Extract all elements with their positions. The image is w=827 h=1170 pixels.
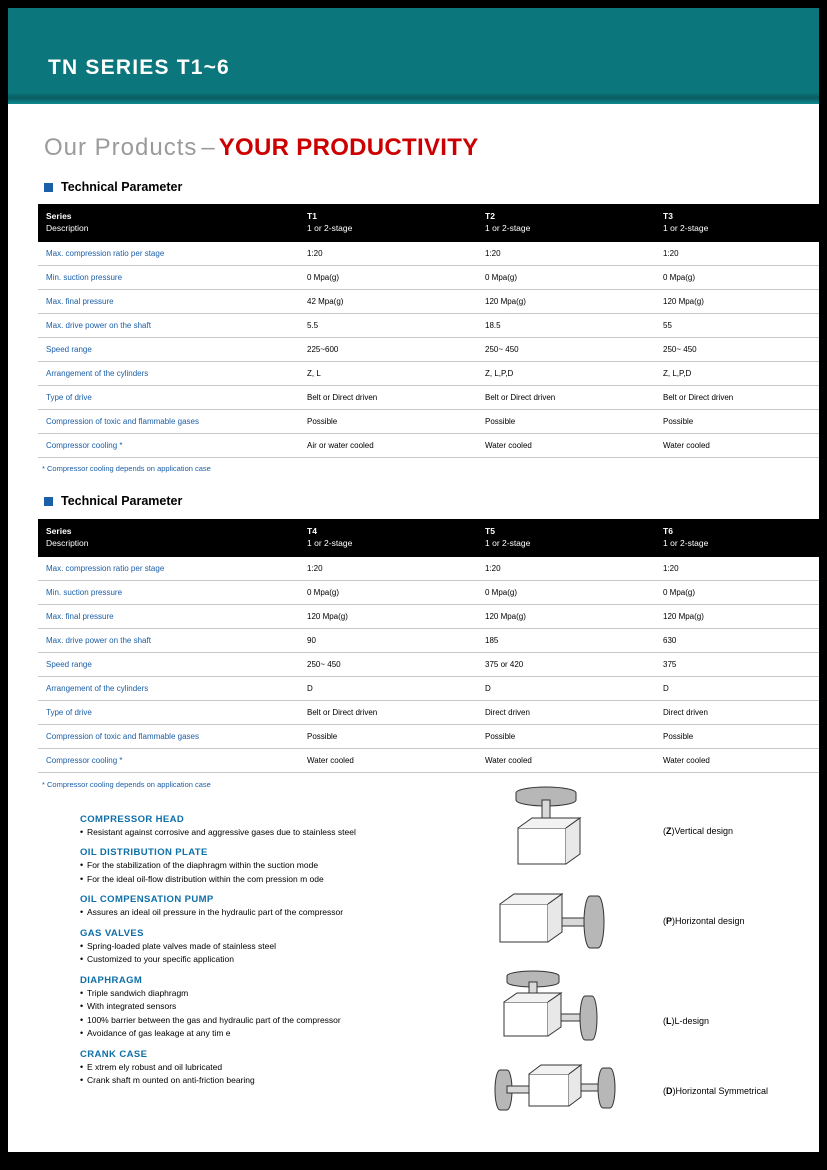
row-param: Type of drive — [38, 385, 299, 409]
row-value: D — [477, 676, 655, 700]
feature-item: • E xtrem ely robust and oil lubricated — [80, 1062, 460, 1073]
section-heading-2-label: Technical Parameter — [61, 494, 183, 508]
table-row — [38, 604, 819, 628]
header-t3-sub: 1 or 2-stage — [663, 223, 709, 234]
row-value: Possible — [655, 724, 819, 748]
table-row — [38, 409, 819, 433]
row-param: Type of drive — [38, 700, 299, 724]
table-row — [38, 652, 819, 676]
table-row — [38, 676, 819, 700]
table-row — [38, 385, 819, 409]
row-value: 250~ 450 — [655, 337, 819, 361]
table-header-t6 — [655, 519, 819, 557]
row-value: 375 or 420 — [477, 652, 655, 676]
row-value: 90 — [299, 628, 477, 652]
feature-list — [80, 814, 460, 1087]
l-design-drawing — [478, 968, 653, 1068]
table-header-series — [38, 519, 299, 557]
row-param: Compression of toxic and flammable gases — [38, 724, 299, 748]
bullet-square-icon — [44, 183, 53, 192]
row-value: Water cooled — [655, 748, 819, 772]
page-title: TN SERIES T1~6 — [48, 56, 230, 79]
row-value: 120 Mpa(g) — [477, 289, 655, 313]
row-value: 120 Mpa(g) — [655, 289, 819, 313]
section-heading-1-label: Technical Parameter — [61, 180, 183, 194]
feature-item: • Assures an ideal oil pressure in the hydraulic part of the compressor — [80, 907, 460, 918]
footnote-2: * Compressor cooling depends on application case — [42, 780, 211, 789]
row-param: Max. compression ratio per stage — [38, 557, 299, 581]
header-t6-sub: 1 or 2-stage — [663, 538, 709, 549]
row-value: Possible — [477, 724, 655, 748]
table-header-t5 — [477, 519, 655, 557]
table-row — [38, 265, 819, 289]
diagram-code-p: P — [666, 916, 673, 926]
horizontal-design-drawing — [478, 876, 653, 968]
feature-item: • Avoidance of gas leakage at any tim e — [80, 1028, 460, 1039]
row-param: Max. compression ratio per stage — [38, 242, 299, 266]
row-param: Min. suction pressure — [38, 265, 299, 289]
row-value: 0 Mpa(g) — [655, 265, 819, 289]
row-value: 630 — [655, 628, 819, 652]
row-value: Belt or Direct driven — [655, 385, 819, 409]
table-row — [38, 700, 819, 724]
row-value: Possible — [655, 409, 819, 433]
table-row — [38, 628, 819, 652]
row-value: 1:20 — [655, 242, 819, 266]
row-value: D — [299, 676, 477, 700]
feature-title: DIAPHRAGM — [80, 974, 143, 986]
row-value: 1:20 — [299, 242, 477, 266]
row-value: 120 Mpa(g) — [477, 604, 655, 628]
row-param: Arrangement of the cylinders — [38, 361, 299, 385]
header-t2-name: T2 — [485, 211, 495, 221]
row-value: 0 Mpa(g) — [477, 580, 655, 604]
row-value: Belt or Direct driven — [477, 385, 655, 409]
feature-item: • 100% barrier between the gas and hydraulic part of the compressor — [80, 1015, 460, 1026]
row-value: 0 Mpa(g) — [299, 580, 477, 604]
row-value: 375 — [655, 652, 819, 676]
spec-table-2 — [38, 519, 819, 773]
header-divider — [8, 98, 819, 104]
bullet-square-icon — [44, 497, 53, 506]
row-value: Belt or Direct driven — [299, 700, 477, 724]
diagram-caption-z: (Z)Vertical design — [663, 826, 734, 836]
footnote-1: * Compressor cooling depends on application case — [42, 464, 211, 473]
vertical-design-drawing — [478, 784, 653, 876]
feature-title: OIL DISTRIBUTION PLATE — [80, 847, 208, 859]
table-header-t3 — [655, 204, 819, 242]
diagram-z — [478, 784, 819, 876]
row-value: 225~600 — [299, 337, 477, 361]
diagram-caption-d: (D)Horizontal Symmetrical — [663, 1086, 769, 1096]
table-row — [38, 361, 819, 385]
row-param: Max. drive power on the shaft — [38, 628, 299, 652]
row-value: 250~ 450 — [299, 652, 477, 676]
table-row — [38, 557, 819, 581]
row-value: 42 Mpa(g) — [299, 289, 477, 313]
header-series-sub: Description — [46, 223, 89, 234]
table-header-series — [38, 204, 299, 242]
row-value: Air or water cooled — [299, 433, 477, 457]
row-value: Possible — [299, 409, 477, 433]
header-t6-name: T6 — [663, 526, 673, 536]
diagram-text-p: )Horizontal design — [672, 916, 745, 926]
header-t1-name: T1 — [307, 211, 317, 221]
row-value: 5.5 — [299, 313, 477, 337]
row-value: Direct driven — [477, 700, 655, 724]
table-row — [38, 337, 819, 361]
diagram-caption-p: (P)Horizontal design — [663, 916, 745, 926]
row-value: Possible — [299, 724, 477, 748]
feature-item: • Crank shaft m ounted on anti-friction bearing — [80, 1075, 460, 1086]
feature-item: • Customized to your specific application — [80, 954, 460, 965]
diagram-caption-l: (L)L-design — [663, 1016, 710, 1026]
row-value: 1:20 — [477, 557, 655, 581]
header-series-name: Series — [46, 211, 72, 221]
row-param: Min. suction pressure — [38, 580, 299, 604]
feature-title: COMPRESSOR HEAD — [80, 814, 185, 825]
row-value: 120 Mpa(g) — [655, 604, 819, 628]
table-row — [38, 724, 819, 748]
header-t2-sub: 1 or 2-stage — [485, 223, 531, 234]
table-header-t2 — [477, 204, 655, 242]
diagram-code-z: Z — [666, 826, 672, 836]
page-content — [8, 8, 819, 1160]
header-t3-name: T3 — [663, 211, 673, 221]
header-t5-sub: 1 or 2-stage — [485, 538, 531, 549]
row-value: Direct driven — [655, 700, 819, 724]
header-t4-sub: 1 or 2-stage — [307, 538, 353, 549]
section-heading-1 — [44, 180, 182, 194]
diagram-text-z: )Vertical design — [671, 826, 734, 836]
table-header-row — [38, 519, 819, 557]
row-value: Water cooled — [477, 433, 655, 457]
row-value: 120 Mpa(g) — [299, 604, 477, 628]
footer-bar — [0, 1152, 827, 1170]
header-t5-name: T5 — [485, 526, 495, 536]
row-param: Compressor cooling * — [38, 748, 299, 772]
diagram-text-l: )L-design — [671, 1016, 710, 1026]
feature-item: • With integrated sensors — [80, 1001, 460, 1012]
header-t4-name: T4 — [307, 526, 317, 536]
tagline-dash: – — [201, 134, 215, 161]
feature-title: CRANK CASE — [80, 1048, 148, 1060]
table-header-row — [38, 204, 819, 242]
row-param: Compression of toxic and flammable gases — [38, 409, 299, 433]
diagram-code-d: D — [666, 1086, 673, 1096]
tagline-red: YOUR PRODUCTIVITY — [218, 134, 479, 161]
row-value: 0 Mpa(g) — [299, 265, 477, 289]
table-header-t1 — [299, 204, 477, 242]
row-value: 250~ 450 — [477, 337, 655, 361]
horizontal-symmetrical-drawing — [478, 1060, 653, 1140]
table-row — [38, 313, 819, 337]
diagram-p — [478, 876, 819, 968]
spec-table-1 — [38, 204, 819, 458]
row-value: Z, L,P,D — [655, 361, 819, 385]
row-param: Arrangement of the cylinders — [38, 676, 299, 700]
table-row — [38, 433, 819, 457]
row-value: Possible — [477, 409, 655, 433]
table-header-t4 — [299, 519, 477, 557]
row-value: 1:20 — [477, 242, 655, 266]
table-row — [38, 580, 819, 604]
header-series-name: Series — [46, 526, 72, 536]
row-value: 55 — [655, 313, 819, 337]
table-row — [38, 242, 819, 266]
tagline-grey: Our Products — [44, 134, 198, 161]
feature-item: • Resistant against corrosive and aggressive gases due to stainless steel — [80, 827, 460, 838]
row-param: Speed range — [38, 652, 299, 676]
row-value: 18.5 — [477, 313, 655, 337]
row-value: Z, L — [299, 361, 477, 385]
row-value: Z, L,P,D — [477, 361, 655, 385]
row-param: Max. final pressure — [38, 289, 299, 313]
feature-title: GAS VALVES — [80, 927, 144, 939]
row-param: Max. drive power on the shaft — [38, 313, 299, 337]
table-row — [38, 748, 819, 772]
section-heading-2 — [44, 494, 182, 508]
header-t1-sub: 1 or 2-stage — [307, 223, 353, 234]
feature-item: • Triple sandwich diaphragm — [80, 988, 460, 999]
row-value: 185 — [477, 628, 655, 652]
row-value: Water cooled — [299, 748, 477, 772]
row-value: 0 Mpa(g) — [655, 580, 819, 604]
row-value: 0 Mpa(g) — [477, 265, 655, 289]
row-value: Water cooled — [655, 433, 819, 457]
feature-item: • For the stabilization of the diaphragm within the suction mode — [80, 860, 460, 871]
row-value: Belt or Direct driven — [299, 385, 477, 409]
diagram-text-d: )Horizontal Symmetrical — [672, 1086, 769, 1096]
row-param: Compressor cooling * — [38, 433, 299, 457]
row-param: Speed range — [38, 337, 299, 361]
diagram-l — [478, 968, 819, 1060]
feature-item: • For the ideal oil-flow distribution within the com pression m ode — [80, 874, 460, 885]
header-series-sub: Description — [46, 538, 89, 549]
feature-title: OIL COMPENSATION PUMP — [80, 894, 214, 906]
diagram-column — [478, 784, 819, 1152]
row-value: 1:20 — [299, 557, 477, 581]
feature-item: • Spring-loaded plate valves made of stainless steel — [80, 941, 460, 952]
row-value: 1:20 — [655, 557, 819, 581]
diagram-d — [478, 1060, 819, 1152]
header-band — [8, 8, 819, 104]
row-param: Max. final pressure — [38, 604, 299, 628]
tagline — [44, 134, 479, 162]
diagram-code-l: L — [666, 1016, 672, 1026]
table-row — [38, 289, 819, 313]
row-value: D — [655, 676, 819, 700]
row-value: Water cooled — [477, 748, 655, 772]
